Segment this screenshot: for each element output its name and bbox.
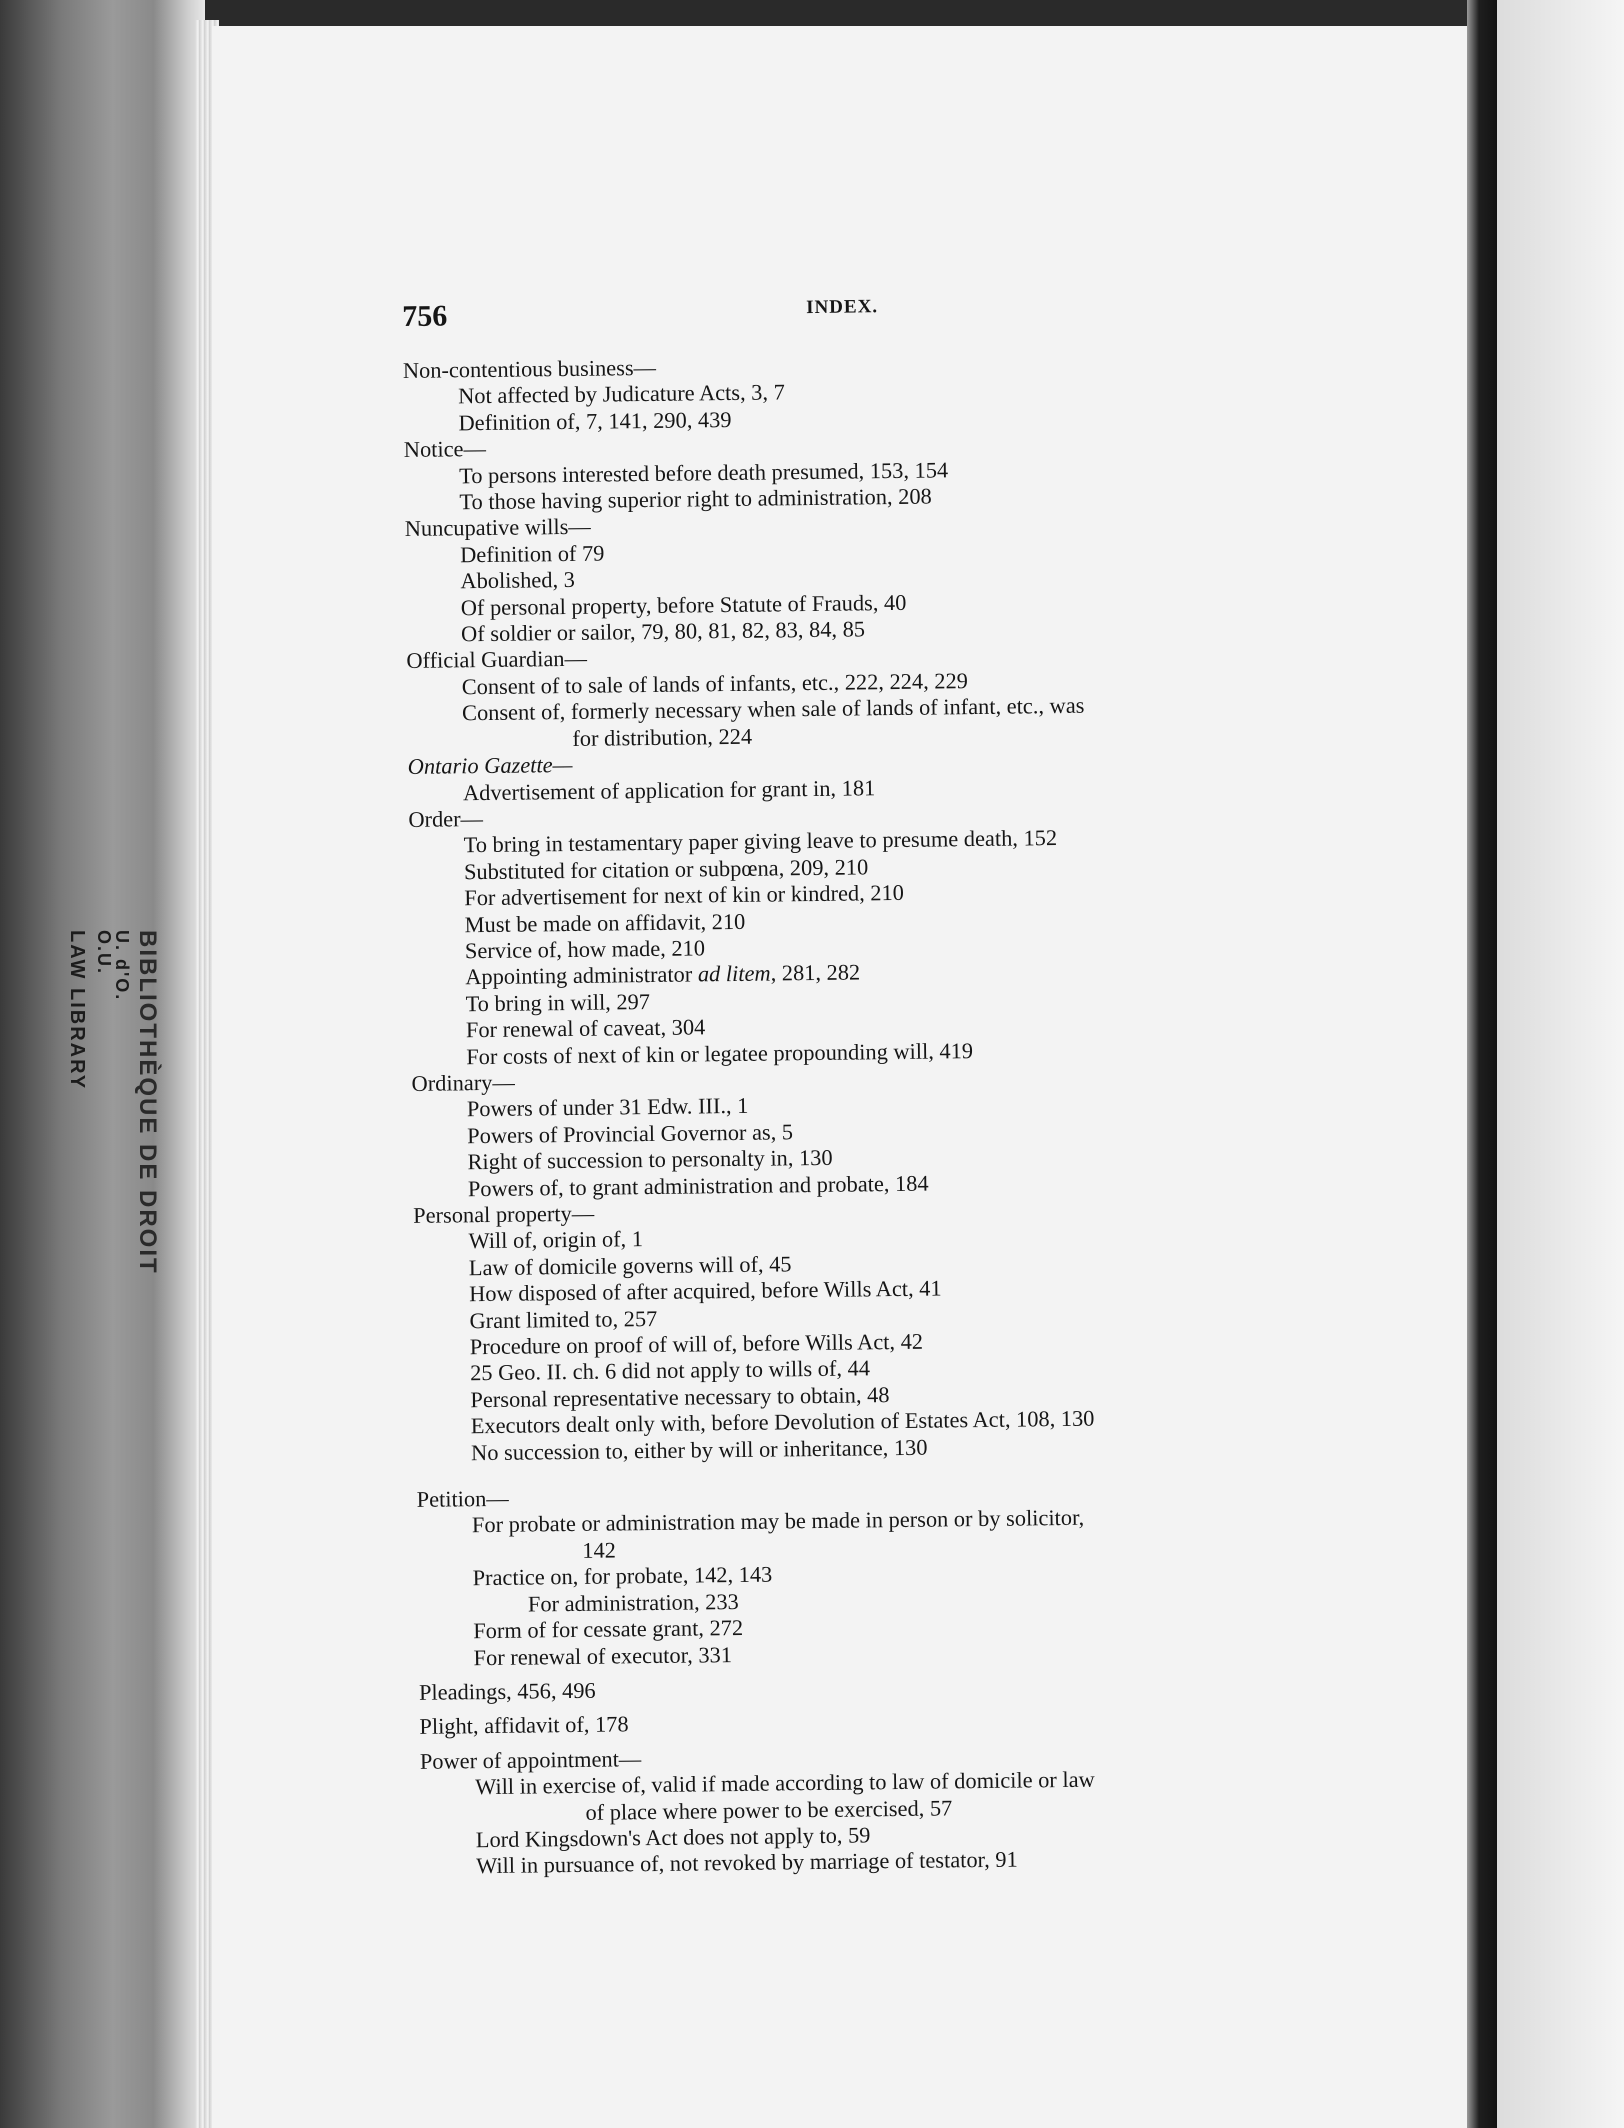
- index-subentry: Practice on, for probate, 142, 143: [472, 1561, 773, 1591]
- stamp-line: U. d'O.: [112, 930, 132, 1002]
- page-number: 756: [402, 299, 448, 333]
- index-heading: Ordinary—: [411, 1069, 515, 1096]
- index-subentry: Form of for cessate grant, 272: [473, 1615, 744, 1644]
- index-heading: Notice—: [403, 436, 487, 463]
- index-subentry: Powers of, to grant administration and probate, 184: [467, 1170, 929, 1201]
- index-subentry: Consent of, formerly necessary when sale of lands of infant, etc., was: [461, 692, 1085, 726]
- index-heading: Personal property—: [413, 1200, 595, 1228]
- index-heading: Plight, affidavit of, 178: [419, 1711, 629, 1740]
- index-subentry: Grant limited to, 257: [469, 1305, 658, 1333]
- index-subentry: To persons interested before death presumed, 153, 154: [458, 456, 949, 488]
- index-subentry: Will of, origin of, 1: [468, 1226, 644, 1254]
- index-subentry: Executors dealt only with, before Devolution of Estates Act, 108, 130: [470, 1405, 1095, 1439]
- stamp-line: LAW LIBRARY: [66, 930, 88, 1091]
- index-subentry: No succession to, either by will or inheritance, 130: [470, 1434, 928, 1465]
- index-subentry: Must be made on affidavit, 210: [464, 908, 746, 937]
- index-subentry: For renewal of caveat, 304: [465, 1014, 706, 1043]
- index-subentry: Lord Kingsdown's Act does not apply to, 59: [475, 1822, 871, 1853]
- index-subentry: Substituted for citation or subpœna, 209, 210: [463, 854, 869, 885]
- index-subentry: Advertisement of application for grant in, 181: [462, 774, 876, 805]
- index-continuation: 142: [582, 1537, 617, 1563]
- index-subentry: Right of succession to personalty in, 130: [467, 1144, 833, 1175]
- index-heading: Pleadings, 456, 496: [418, 1677, 596, 1705]
- index-subentry: Not affected by Judicature Acts, 3, 7: [458, 379, 785, 409]
- index-subentry: For advertisement for next of kin or kindred, 210: [464, 880, 905, 911]
- index-subentry: Abolished, 3: [460, 567, 576, 594]
- index-subentry: 25 Geo. II. ch. 6 did not apply to wills of, 44: [469, 1355, 871, 1386]
- index-subentry: Of personal property, before Statute of Frauds, 40: [460, 589, 907, 620]
- book-gutter: [1467, 0, 1497, 2128]
- index-subentry: To bring in testamentary paper giving leave to presume death, 152: [463, 825, 1058, 858]
- index-subentry: Definition of 79: [459, 540, 605, 568]
- index-heading: Ontario Gazette—: [407, 752, 573, 780]
- index-heading: Nuncupative wills—: [404, 514, 591, 542]
- index-heading: Power of appointment—: [419, 1745, 642, 1774]
- index-subentry: Powers of Provincial Governor as, 5: [467, 1119, 794, 1149]
- index-subentry: Procedure on proof of will of, before Wills Act, 42: [469, 1328, 924, 1360]
- index-heading: Non-contentious business—: [402, 354, 657, 383]
- index-subentry: Service of, how made, 210: [464, 935, 706, 964]
- index-subentry: To those having superior right to administration, 208: [459, 483, 932, 515]
- index-subentry: Powers of under 31 Edw. III., 1: [466, 1093, 749, 1122]
- index-subentry: For costs of next of kin or legatee propounding will, 419: [466, 1037, 974, 1069]
- latin-term: ad litem: [697, 960, 771, 987]
- index-continuation: of place where power to be exercised, 57: [585, 1794, 953, 1825]
- subentry-text: Appointing administrator: [465, 961, 699, 990]
- index-subentry: For renewal of executor, 331: [473, 1641, 733, 1670]
- index-subentry: Consent of to sale of lands of infants, etc., 222, 224, 229: [461, 667, 969, 700]
- stamp-line: BIBLIOTHÈQUE DE DROIT: [134, 930, 161, 1275]
- index-heading: Official Guardian—: [406, 646, 588, 674]
- index-heading: Order—: [408, 805, 484, 832]
- index-heading: Petition—: [416, 1485, 509, 1512]
- stamp-line: O.U.: [94, 930, 114, 976]
- index-subentry: Of soldier or sailor, 79, 80, 81, 82, 83, 84, 85: [460, 616, 866, 647]
- index-subentry: How disposed of after acquired, before Wills Act, 41: [468, 1275, 942, 1307]
- book-spine: [0, 0, 205, 2128]
- index-subentry: To bring in will, 297: [465, 988, 651, 1017]
- index-subentry: For probate or administration may be made in person or by solicitor,: [471, 1505, 1085, 1538]
- facing-page: [1497, 0, 1624, 2128]
- index-subsubentry: For administration, 233: [527, 1588, 739, 1617]
- index-subentry: Law of domicile governs will of, 45: [468, 1251, 792, 1281]
- library-stamp: [55, 930, 165, 1310]
- running-head: INDEX.: [805, 296, 879, 319]
- index-subentry: Personal representative necessary to obtain, 48: [470, 1381, 890, 1413]
- index-subentry: Will in exercise of, valid if made according to law of domicile or law: [475, 1766, 1095, 1800]
- index-subentry: Definition of, 7, 141, 290, 439: [458, 406, 732, 436]
- subentry-pages: , 281, 282: [770, 959, 861, 986]
- index-text: [402, 288, 1441, 1879]
- index-continuation: for distribution, 224: [572, 723, 753, 751]
- index-subentry: Will in pursuance of, not revoked by marriage of testator, 91: [475, 1846, 1018, 1879]
